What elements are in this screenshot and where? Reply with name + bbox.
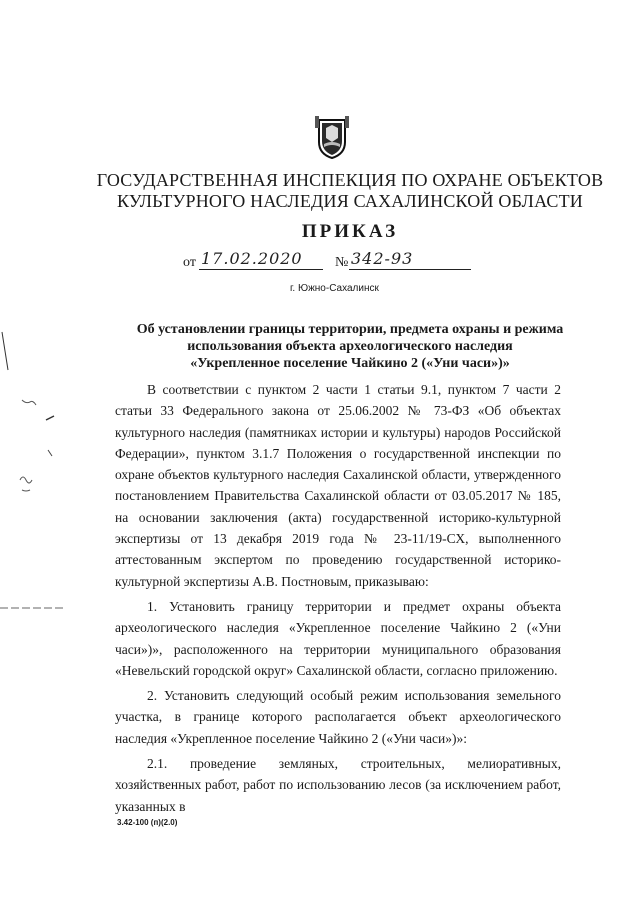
margin-scan-marks xyxy=(0,330,70,630)
order-subject xyxy=(120,321,580,372)
paragraph-preamble: В соответствии с пунктом 2 части 1 статьи 9.1, пунктом 7 части 2 статьи 33 Федерального закона от 25.06.2002 № 73-ФЗ «Об объектах культурного наследия (памятниках истории и культуры) народов Российской Федерации», пунктом 3.1.7 Положения о государственной инспекции по охране объектов культурного наследия Сахалинской области, утвержденного постановлением Правительства Сахалинской области от 03.05.2017 № 185, на основании заключения (акта) государственной историко-культурной экспертизы от 13 декабря 2019 года № 23-11/19-СХ, выполненного аттестованным экспертом по проведению государственной историко-культурной экспертизы А.В. Постновым, приказываю: xyxy=(115,382,561,589)
number-value: 342-93 xyxy=(351,249,414,268)
document-type: ПРИКАЗ xyxy=(301,221,399,242)
date-value: 17.02.2020 xyxy=(201,249,303,268)
paragraph-item-1: 1. Установить границу территории и предмет охраны объекта археологического наследия «Укрепленное поселение Чайкино 2 («Уни часи»)», расположенного на территории муниципального образования «Невельский городской округ» Сахалинской области, согласно приложению. xyxy=(115,598,561,678)
organization-name xyxy=(80,170,620,212)
subject-line-3: «Укрепленное поселение Чайкино 2 («Уни часи»)» xyxy=(190,356,510,371)
coat-of-arms-icon xyxy=(315,116,349,160)
subject-line-1: Об установлении границы территории, предмета охраны и режима xyxy=(136,322,564,337)
paragraph-item-2-1: 2.1. проведение земляных, строительных, мелиоративных, хозяйственных работ, работ по использованию лесов (за исключением работ, указанных в xyxy=(115,756,561,814)
organization-line-1: ГОСУДАРСТВЕННАЯ ИНСПЕКЦИЯ ПО ОХРАНЕ ОБЪЕКТОВ xyxy=(96,170,604,190)
date-number-line xyxy=(183,249,483,273)
order-body xyxy=(115,379,561,821)
city-name: г. Южно-Сахалинск xyxy=(290,283,379,294)
subject-line-2: использования объекта археологического наследия xyxy=(187,339,513,354)
number-prefix: № xyxy=(335,255,349,270)
paragraph-item-2: 2. Установить следующий особый режим использования земельного участка, в границе которого располагается объект археологического наследия «Укрепленное поселение Чайкино 2 («Уни часи»)»: xyxy=(115,688,561,746)
date-prefix: от xyxy=(183,255,196,270)
form-code: 3.42-100 (п)(2.0) xyxy=(117,818,178,827)
organization-line-2: КУЛЬТУРНОГО НАСЛЕДИЯ САХАЛИНСКОЙ ОБЛАСТИ xyxy=(117,191,583,211)
